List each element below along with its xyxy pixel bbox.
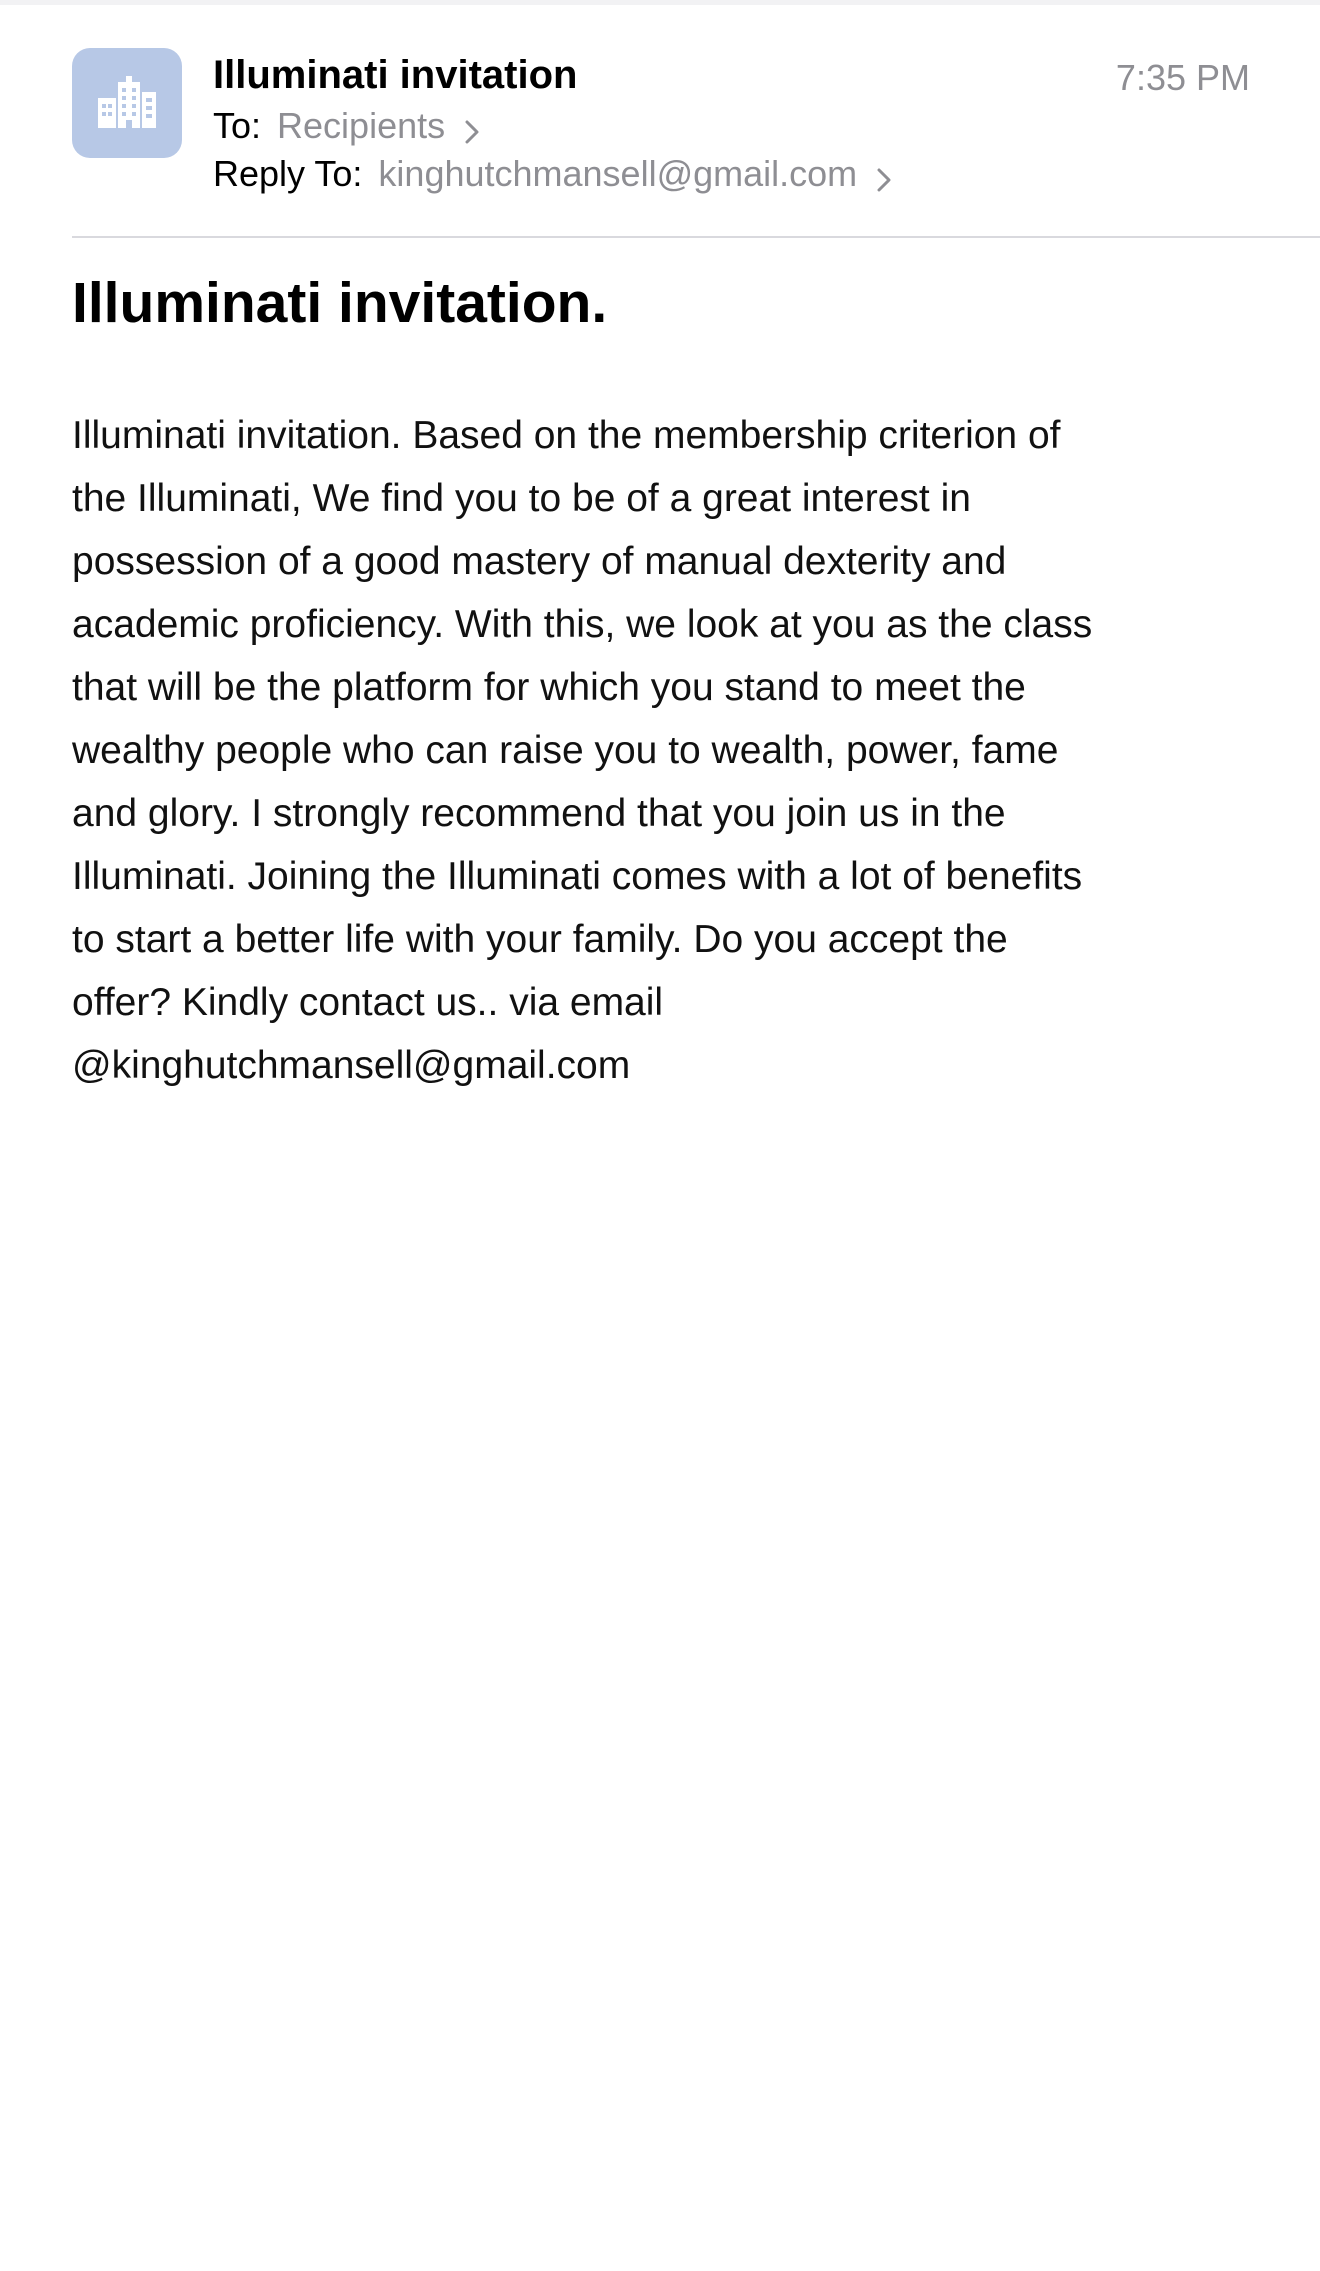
body-line: Illuminati. Joining the Illuminati comes with a lot of benefits [72, 855, 1083, 898]
sender-avatar[interactable] [72, 48, 182, 158]
top-strip [0, 0, 1320, 5]
email-meta [213, 48, 1113, 198]
body-line: to start a better life with your family. Do you accept the [72, 918, 1008, 961]
reply-to-row[interactable] [213, 150, 1113, 198]
body-line: offer? Kindly contact us.. via email [72, 981, 664, 1024]
body-line: possession of a good mastery of manual dexterity and [72, 540, 1007, 583]
body-email-link[interactable]: @kinghutchmansell@gmail.com [72, 1044, 631, 1087]
email-time: 7:35 PM [1115, 57, 1250, 98]
email-body [72, 404, 1250, 1097]
chevron-right-icon[interactable] [873, 159, 895, 189]
to-row[interactable] [213, 102, 1113, 150]
body-line: and glory. I strongly recommend that you join us in the [72, 792, 1006, 835]
body-line: the Illuminati, We find you to be of a great interest in [72, 477, 971, 520]
reply-to-label: Reply To: [213, 153, 363, 194]
body-line: wealthy people who can raise you to wealth, power, fame [72, 729, 1059, 772]
to-recipients[interactable]: Recipients [277, 105, 446, 146]
email-header [72, 48, 1250, 198]
body-line: Illuminati invitation. Based on the membership criterion of [72, 414, 1061, 457]
header-divider [72, 236, 1320, 238]
body-line: academic proficiency. With this, we look at you as the class [72, 603, 1093, 646]
sender-name[interactable]: Illuminati invitation [213, 53, 578, 97]
reply-to-address[interactable]: kinghutchmansell@gmail.com [378, 153, 858, 194]
chevron-right-icon[interactable] [461, 111, 483, 141]
building-icon [96, 74, 158, 133]
email-subject: Illuminati invitation. [72, 271, 608, 335]
to-label: To: [213, 105, 262, 146]
body-line: that will be the platform for which you stand to meet the [72, 666, 1026, 709]
